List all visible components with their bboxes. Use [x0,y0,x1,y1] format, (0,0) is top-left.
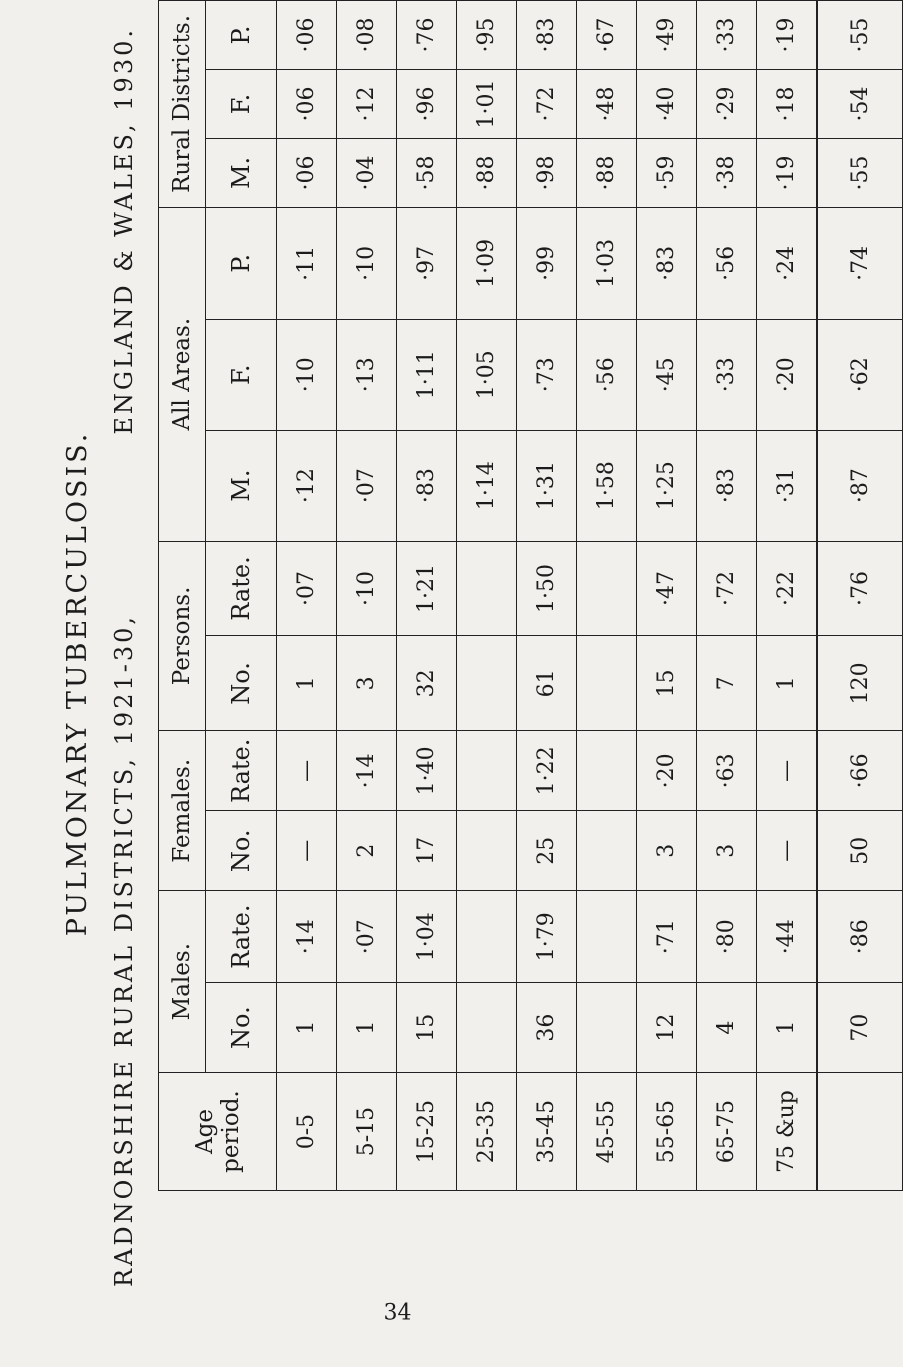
total-f-rate: ·66 [817,731,903,811]
table-row [517,1,577,1191]
cell-f-rate: — [757,731,818,811]
cell-f-no: — [757,811,818,891]
cell-rd-p: ·67 [577,1,637,70]
cell-aa-m: ·31 [757,430,818,541]
cell-m-rate: 1·04 [397,891,457,983]
cell-f-rate: ·63 [697,731,757,811]
cell-aa-p: ·99 [517,207,577,319]
females-rate-header: Rate. [206,731,277,811]
cell-rd-p: ·08 [337,1,397,70]
total-rd-p: ·55 [817,1,903,70]
males-rate-header: Rate. [206,891,277,983]
total-f-no: 50 [817,811,903,891]
cell-aa-p: 1·03 [577,207,637,319]
cell-rd-m: ·88 [577,138,637,207]
table-row [337,1,397,1191]
cell-p-no [457,636,517,731]
cell-f-no [577,811,637,891]
cell-m-no: 4 [697,983,757,1073]
table-row [457,1,517,1191]
cell-m-no [457,983,517,1073]
rural-districts-header: Rural Districts. [159,1,206,208]
cell-f-rate: ·14 [337,731,397,811]
cell-aa-m: 1·25 [637,430,697,541]
cell-f-rate: 1·40 [397,731,457,811]
cell-p-no: 15 [637,636,697,731]
total-aa-p: ·74 [817,207,903,319]
page-subtitle [110,27,138,1287]
cell-f-no [457,811,517,891]
cell-aa-m: ·12 [277,430,337,541]
age-header: Age period. [159,1073,277,1191]
cell-rd-f: ·18 [757,70,818,139]
cell-age: 75 &up [757,1073,818,1191]
total-age [817,1073,903,1191]
cell-aa-f: 1·11 [397,319,457,430]
table-row [277,1,337,1191]
cell-m-no: 36 [517,983,577,1073]
cell-f-no: 2 [337,811,397,891]
cell-m-no: 12 [637,983,697,1073]
subtitle-left: RADNORSHIRE RURAL DISTRICTS, 1921-30, [110,613,138,1287]
cell-p-rate: ·72 [697,541,757,636]
persons-no-header: No. [206,636,277,731]
cell-aa-m: ·83 [697,430,757,541]
cell-aa-p: 1·09 [457,207,517,319]
cell-f-no: 3 [637,811,697,891]
cell-rd-f: ·48 [577,70,637,139]
cell-rd-f: ·06 [277,70,337,139]
table-row [577,1,637,1191]
cell-rd-f: ·40 [637,70,697,139]
cell-aa-p: ·11 [277,207,337,319]
cell-aa-m: ·83 [397,430,457,541]
cell-m-rate: ·14 [277,891,337,983]
rural-p-header: P. [206,1,277,70]
cell-f-rate: ·20 [637,731,697,811]
cell-age: 55-65 [637,1073,697,1191]
cell-m-rate: ·71 [637,891,697,983]
cell-m-no [577,983,637,1073]
cell-aa-m: 1·14 [457,430,517,541]
cell-aa-f: ·45 [637,319,697,430]
table-row [697,1,757,1191]
cell-rd-m: ·98 [517,138,577,207]
rural-f-header: F. [206,70,277,139]
cell-rd-p: ·33 [697,1,757,70]
cell-p-rate: ·10 [337,541,397,636]
cell-p-rate: ·07 [277,541,337,636]
total-rd-m: ·55 [817,138,903,207]
cell-rd-m: ·06 [277,138,337,207]
cell-rd-f: 1·01 [457,70,517,139]
rural-m-header: M. [206,138,277,207]
cell-age: 25-35 [457,1073,517,1191]
cell-aa-p: ·83 [637,207,697,319]
cell-m-no: 1 [277,983,337,1073]
cell-aa-p: ·97 [397,207,457,319]
cell-p-no [577,636,637,731]
cell-rd-p: ·19 [757,1,818,70]
cell-m-no: 1 [757,983,818,1073]
cell-rd-m: ·59 [637,138,697,207]
cell-aa-f: ·13 [337,319,397,430]
tuberculosis-table [158,0,903,1191]
cell-m-no: 15 [397,983,457,1073]
all-areas-m-header: M. [206,430,277,541]
cell-aa-p: ·10 [337,207,397,319]
total-rd-f: ·54 [817,70,903,139]
females-no-header: No. [206,811,277,891]
table-row [637,1,697,1191]
cell-rd-p: ·49 [637,1,697,70]
total-p-no: 120 [817,636,903,731]
cell-p-rate [577,541,637,636]
cell-aa-f: ·73 [517,319,577,430]
persons-header: Persons. [159,541,206,731]
total-aa-f: ·62 [817,319,903,430]
cell-rd-p: ·83 [517,1,577,70]
cell-p-rate: ·22 [757,541,818,636]
cell-rd-m: ·58 [397,138,457,207]
cell-rd-f: ·12 [337,70,397,139]
cell-p-rate: 1·50 [517,541,577,636]
cell-p-rate: ·47 [637,541,697,636]
table-body [277,1,903,1191]
cell-p-rate [457,541,517,636]
cell-rd-p: ·76 [397,1,457,70]
cell-rd-m: ·04 [337,138,397,207]
cell-f-rate [577,731,637,811]
cell-f-no: 3 [697,811,757,891]
cell-f-no: 17 [397,811,457,891]
cell-f-rate [457,731,517,811]
cell-rd-f: ·96 [397,70,457,139]
cell-f-rate: 1·22 [517,731,577,811]
table-row [757,1,818,1191]
cell-age: 5-15 [337,1073,397,1191]
cell-rd-m: ·19 [757,138,818,207]
cell-aa-m: ·07 [337,430,397,541]
cell-rd-f: ·72 [517,70,577,139]
all-areas-p-header: P. [206,207,277,319]
cell-age: 45-55 [577,1073,637,1191]
total-m-no: 70 [817,983,903,1073]
males-no-header: No. [206,983,277,1073]
cell-p-no: 7 [697,636,757,731]
cell-m-rate: ·44 [757,891,818,983]
males-header: Males. [159,891,206,1073]
cell-aa-f: ·33 [697,319,757,430]
cell-f-rate: — [277,731,337,811]
cell-rd-m: ·88 [457,138,517,207]
cell-p-no: 1 [277,636,337,731]
cell-age: 65-75 [697,1073,757,1191]
cell-aa-f: 1·05 [457,319,517,430]
page-number: 34 [383,1300,412,1326]
cell-m-rate: ·07 [337,891,397,983]
total-p-rate: ·76 [817,541,903,636]
total-m-rate: ·86 [817,891,903,983]
cell-aa-m: 1·58 [577,430,637,541]
cell-aa-p: ·24 [757,207,818,319]
cell-p-no: 3 [337,636,397,731]
persons-rate-header: Rate. [206,541,277,636]
cell-aa-f: ·20 [757,319,818,430]
cell-m-rate: ·80 [697,891,757,983]
cell-f-no: 25 [517,811,577,891]
table-row [397,1,457,1191]
cell-m-rate [577,891,637,983]
cell-aa-f: ·10 [277,319,337,430]
cell-age: 35-45 [517,1073,577,1191]
cell-age: 15-25 [397,1073,457,1191]
cell-aa-p: ·56 [697,207,757,319]
cell-aa-f: ·56 [577,319,637,430]
total-aa-m: ·87 [817,430,903,541]
cell-rd-m: ·38 [697,138,757,207]
cell-p-no: 1 [757,636,818,731]
subtitle-right: ENGLAND & WALES, 1930. [110,27,138,435]
cell-age: 0-5 [277,1073,337,1191]
cell-rd-p: ·95 [457,1,517,70]
cell-rd-p: ·06 [277,1,337,70]
cell-f-no: — [277,811,337,891]
cell-m-rate: 1·79 [517,891,577,983]
cell-rd-f: ·29 [697,70,757,139]
all-areas-header: All Areas. [159,207,206,541]
cell-p-no: 32 [397,636,457,731]
cell-p-rate: 1·21 [397,541,457,636]
cell-p-no: 61 [517,636,577,731]
cell-aa-m: 1·31 [517,430,577,541]
cell-m-no: 1 [337,983,397,1073]
page-title: PULMONARY TUBERCULOSIS. [62,430,93,937]
all-areas-f-header: F. [206,319,277,430]
totals-row [817,1,903,1191]
females-header: Females. [159,731,206,891]
cell-m-rate [457,891,517,983]
